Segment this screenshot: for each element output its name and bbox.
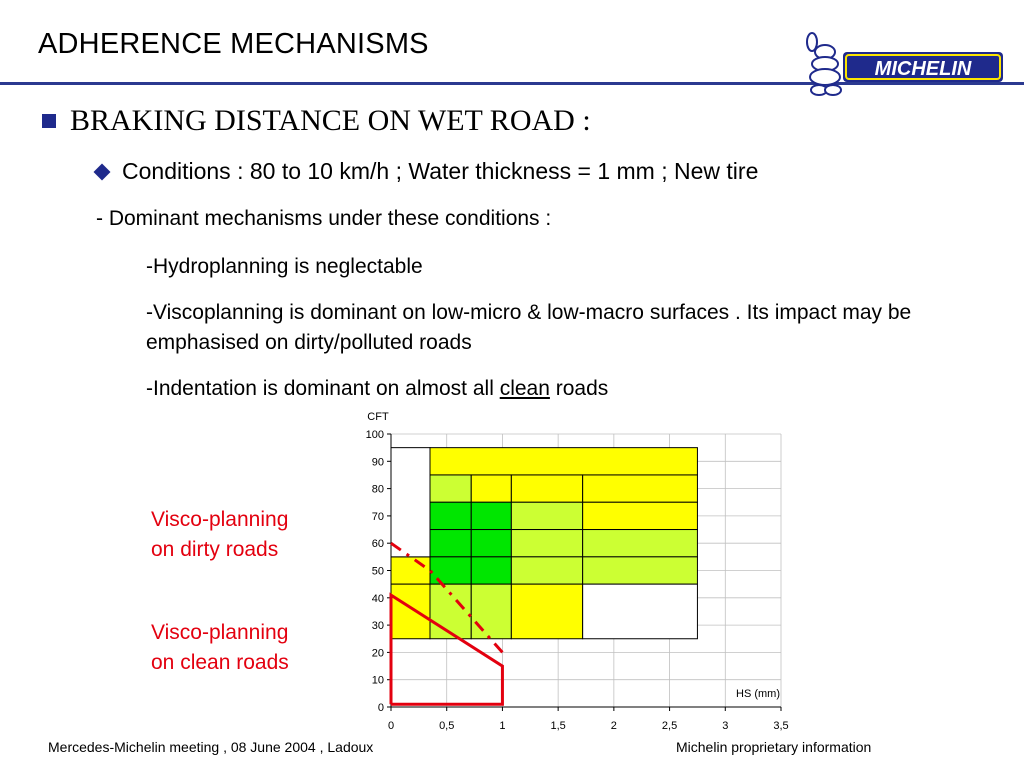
x-axis-title: HS (mm) bbox=[736, 688, 780, 700]
heatmap-cell bbox=[511, 475, 582, 502]
annotation-dirty-line2: on dirty roads bbox=[151, 538, 279, 561]
indentation-underlined-word: clean bbox=[499, 377, 550, 400]
heatmap-cell bbox=[471, 530, 511, 557]
y-axis-title: CFT bbox=[367, 411, 389, 423]
annotation-dirty-roads bbox=[151, 505, 288, 565]
heatmap-cell bbox=[391, 557, 430, 584]
section-heading-text: BRAKING DISTANCE ON WET ROAD : bbox=[70, 104, 591, 137]
y-tick-label: 90 bbox=[371, 456, 384, 469]
logo-wordmark: MICHELIN bbox=[874, 58, 972, 80]
heatmap-cell bbox=[583, 530, 698, 557]
footer-meeting: Mercedes-Michelin meeting , 08 June 2004 , Ladoux bbox=[48, 739, 374, 755]
annotation-dirty-line1: Visco-planning bbox=[151, 508, 289, 531]
x-tick-label: 2,5 bbox=[661, 720, 678, 732]
item-indentation bbox=[146, 374, 608, 404]
x-tick-label: 2 bbox=[610, 720, 617, 732]
conditions-line bbox=[92, 158, 758, 185]
heatmap-cell bbox=[391, 584, 430, 639]
heatmap-cell bbox=[583, 584, 698, 639]
diamond-bullet-icon bbox=[94, 163, 111, 180]
cft-hs-chart bbox=[330, 405, 810, 740]
x-tick-label: 1,5 bbox=[550, 720, 566, 732]
heatmap-cell bbox=[471, 557, 511, 584]
indentation-text-start: -Indentation is dominant on almost all bbox=[146, 377, 500, 400]
heatmap-cell bbox=[471, 475, 511, 502]
y-tick-label: 100 bbox=[365, 429, 384, 441]
heatmap-cell bbox=[511, 584, 582, 639]
y-tick-label: 70 bbox=[371, 510, 384, 523]
x-tick-label: 0,5 bbox=[439, 720, 455, 732]
x-tick-label: 0 bbox=[387, 720, 395, 732]
heatmap-cell bbox=[511, 502, 582, 529]
y-tick-label: 30 bbox=[371, 620, 384, 633]
x-tick-label: 1 bbox=[499, 720, 506, 732]
heatmap-cell bbox=[511, 557, 582, 584]
y-tick-label: 10 bbox=[371, 674, 384, 687]
square-bullet-icon bbox=[42, 114, 56, 128]
indentation-text-end: roads bbox=[549, 377, 609, 400]
heatmap-cell bbox=[583, 557, 698, 584]
y-tick-label: 50 bbox=[371, 565, 384, 578]
y-tick-label: 40 bbox=[371, 592, 384, 605]
footer-proprietary: Michelin proprietary information bbox=[676, 739, 872, 755]
page-title: ADHERENCE MECHANISMS bbox=[38, 28, 429, 60]
annotation-clean-line1: Visco-planning bbox=[151, 621, 289, 644]
conditions-text: Conditions : 80 to 10 km/h ; Water thickness = 1 mm ; New tire bbox=[122, 158, 759, 184]
heatmap-cell bbox=[430, 502, 471, 529]
heatmap-cell bbox=[391, 448, 430, 557]
heatmap-cell bbox=[583, 475, 698, 502]
heatmap-cell bbox=[430, 475, 471, 502]
annotation-clean-line2: on clean roads bbox=[151, 651, 289, 674]
x-tick-label: 3,5 bbox=[773, 720, 789, 732]
y-tick-label: 80 bbox=[371, 483, 384, 496]
heatmap-cell bbox=[430, 448, 697, 475]
heatmap-cell bbox=[511, 530, 582, 557]
y-tick-label: 0 bbox=[377, 702, 384, 714]
dominant-intro: - Dominant mechanisms under these conditions : bbox=[96, 207, 552, 230]
heatmap-cell bbox=[583, 502, 698, 529]
heatmap-cell bbox=[471, 502, 511, 529]
item-hydroplanning: -Hydroplanning is neglectable bbox=[146, 255, 423, 278]
x-tick-label: 3 bbox=[722, 720, 729, 732]
heatmap-cell bbox=[430, 557, 471, 584]
annotation-clean-roads bbox=[151, 618, 289, 678]
y-tick-label: 60 bbox=[371, 538, 384, 551]
item-viscoplanning: -Viscoplanning is dominant on low-micro & low-macro surfaces . Its impact may be emphasised on dirty/polluted roads bbox=[146, 301, 912, 354]
heatmap-cell bbox=[430, 530, 471, 557]
michelin-logo bbox=[803, 28, 1009, 98]
bibendum-icon bbox=[807, 33, 841, 95]
heatmap-cell bbox=[471, 584, 511, 639]
y-tick-label: 20 bbox=[371, 647, 384, 660]
section-heading bbox=[42, 104, 591, 138]
